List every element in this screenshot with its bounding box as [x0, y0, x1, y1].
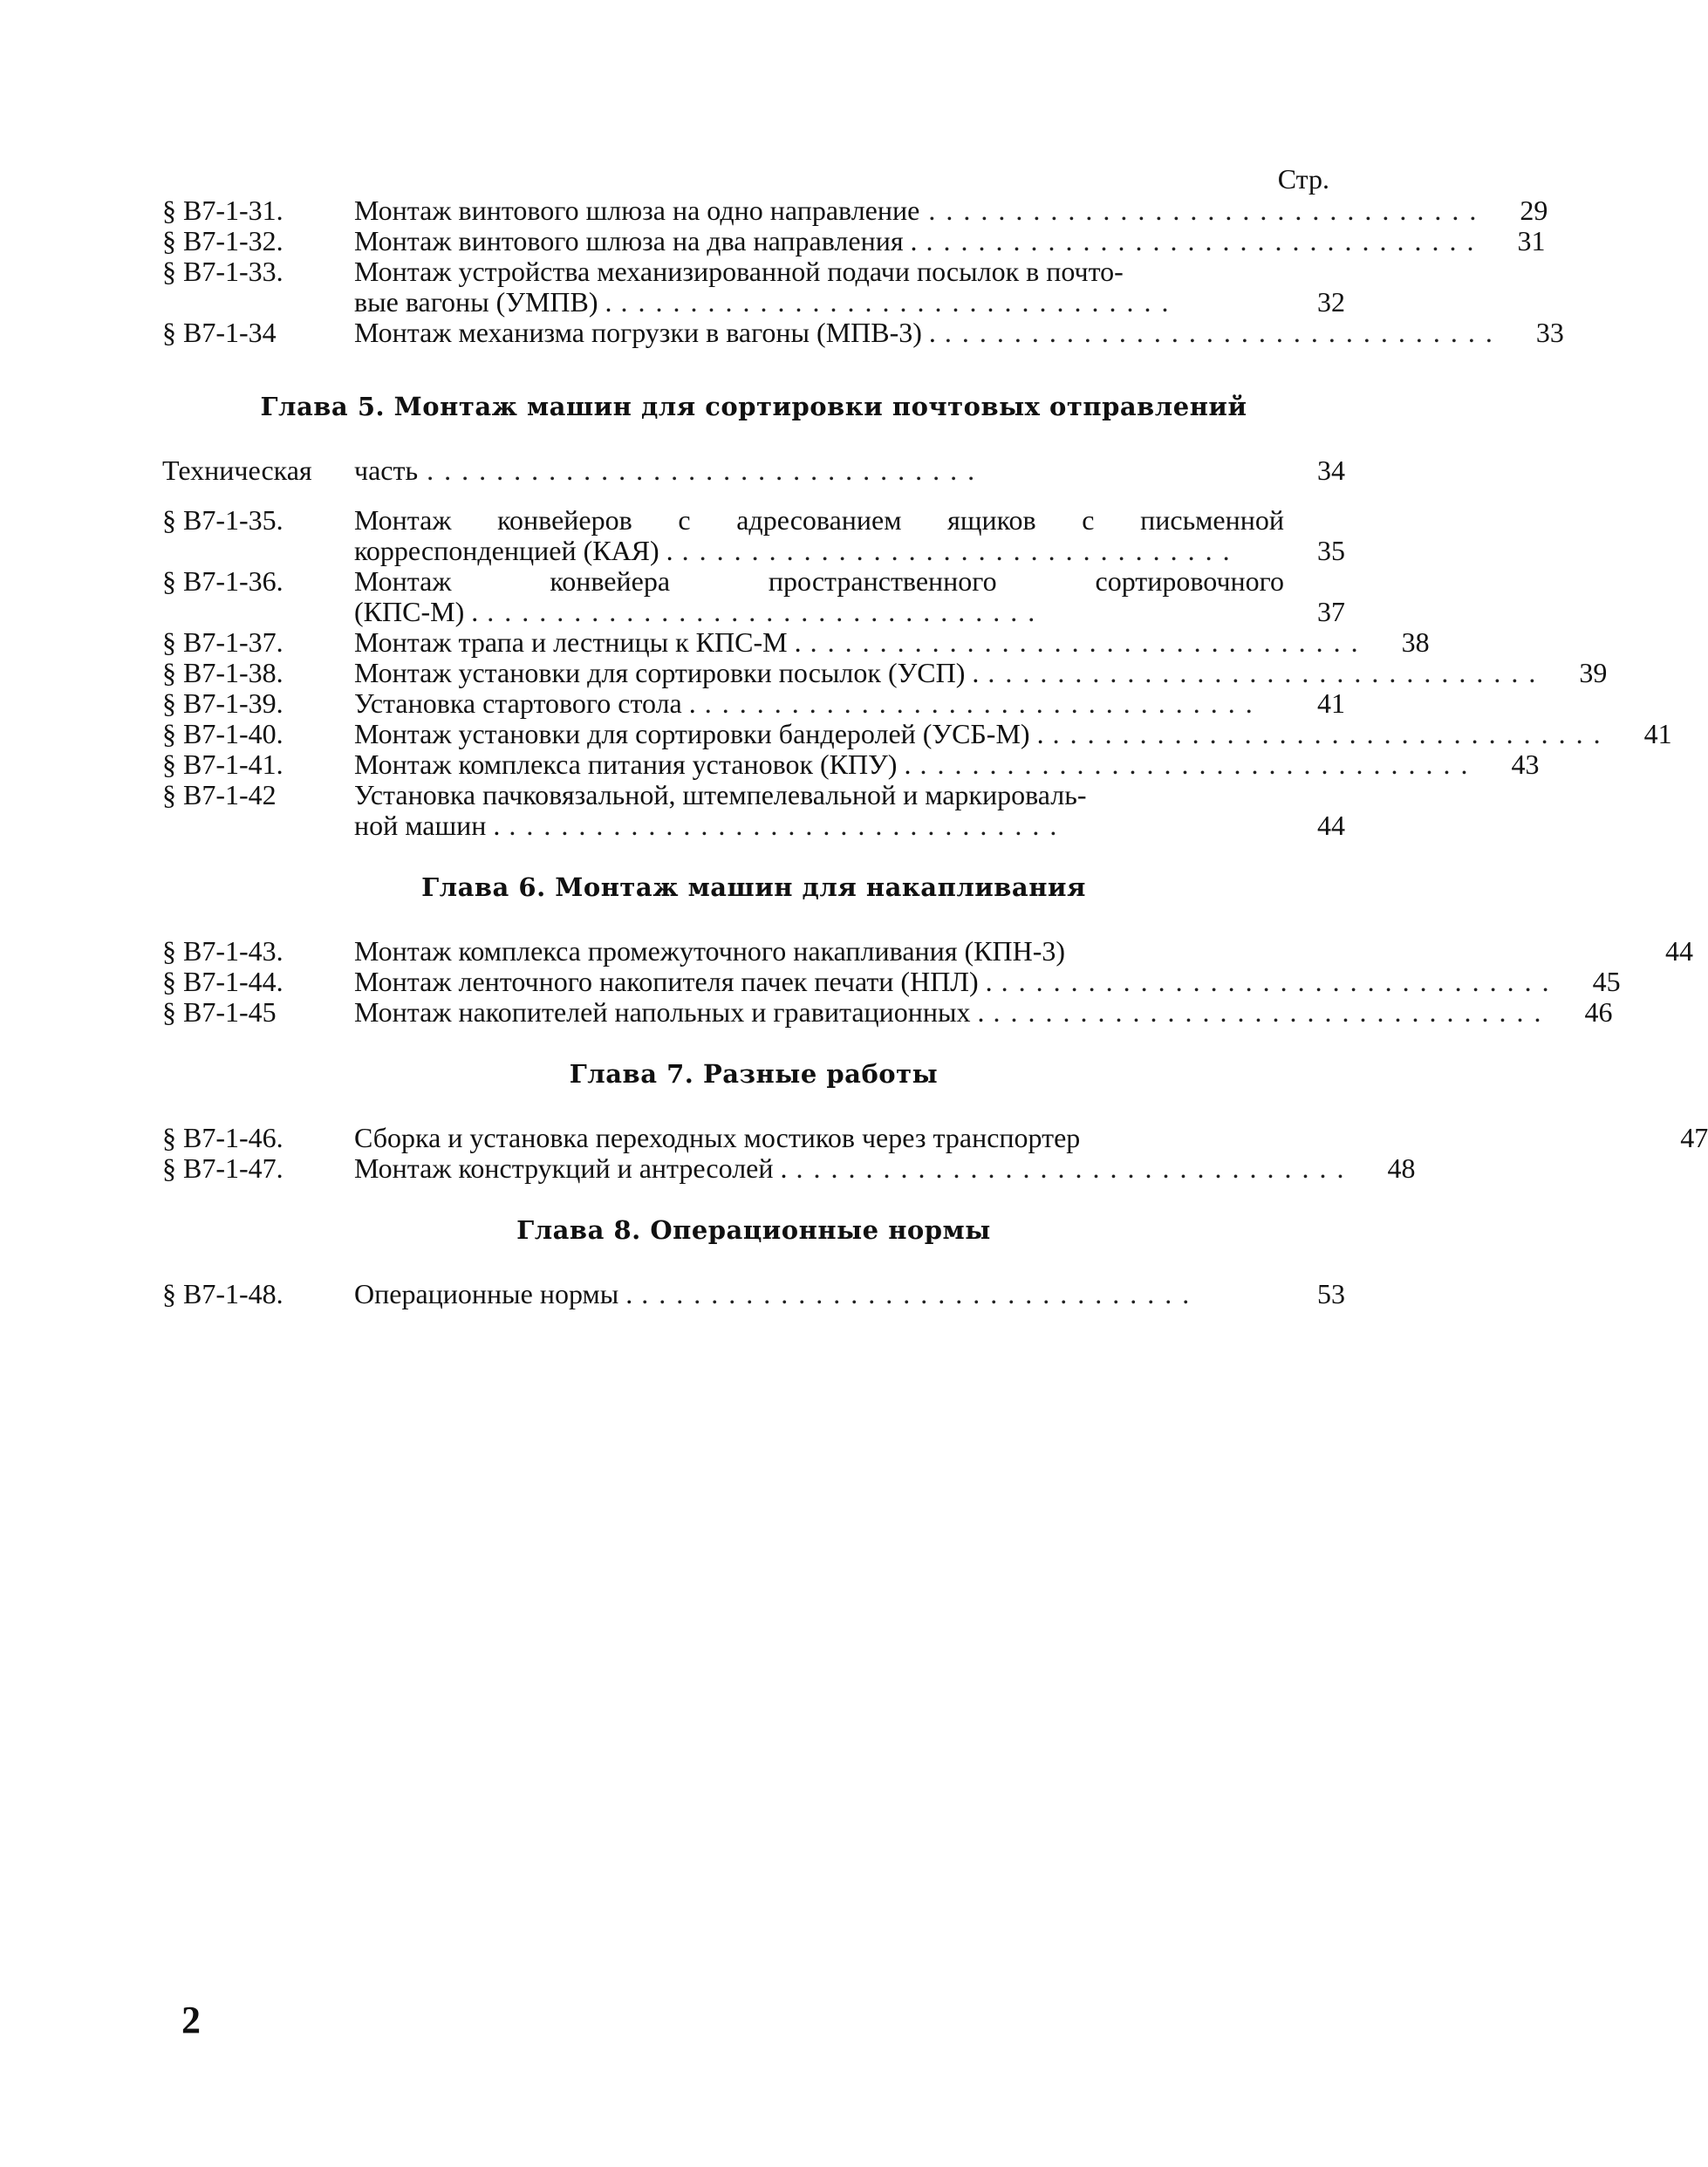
- dot-leader: [945, 318, 1494, 348]
- page-number: 38: [1401, 626, 1430, 658]
- toc-entry[interactable]: [162, 505, 1345, 566]
- tech-part-text: часть: [354, 455, 419, 486]
- page-number: 46: [1584, 996, 1613, 1028]
- page-number: 45: [1592, 966, 1621, 997]
- page-number: 41: [1643, 718, 1672, 749]
- page-number: 35: [1317, 535, 1345, 566]
- dot-leader: [926, 226, 1476, 256]
- dot-leader: [810, 627, 1360, 658]
- section-number: § B7-1-47.: [162, 1152, 284, 1184]
- page-number: 29: [1520, 195, 1548, 226]
- section-title: Установка стартового стола .: [354, 687, 696, 719]
- folio-page-number: 2: [181, 1999, 201, 2041]
- dot-leader: [509, 810, 1275, 841]
- toc-entry[interactable]: [162, 626, 1430, 658]
- toc-entry[interactable]: [162, 225, 1546, 256]
- dot-leader: [994, 997, 1543, 1028]
- section-title: Монтаж механизма погрузки в вагоны (МПВ-3) .: [354, 317, 936, 348]
- section-title: Монтаж ленточного накопителя пачек печати (НПЛ) .: [354, 966, 993, 997]
- dot-leader: [641, 1279, 1275, 1309]
- page-number: 53: [1317, 1278, 1345, 1309]
- section-title: Монтаж комплекса промежуточного накапливания (КПН-3): [354, 935, 1066, 967]
- toc-entry[interactable]: [162, 1279, 1345, 1309]
- toc-entry[interactable]: [162, 688, 1345, 719]
- section-number: § B7-1-36.: [162, 565, 284, 597]
- section-number: § B7-1-31.: [162, 195, 284, 226]
- chapter-heading: Глава 7. Разные работы: [569, 1059, 939, 1089]
- section-number: § B7-1-44.: [162, 966, 284, 997]
- toc-entry[interactable]: [162, 317, 1564, 348]
- page-number: 37: [1317, 596, 1345, 627]
- toc-entry[interactable]: [162, 195, 1548, 226]
- chapter-heading: Глава 8. Операционные нормы: [516, 1215, 991, 1245]
- page-number: 31: [1517, 225, 1546, 256]
- toc-entry[interactable]: [162, 657, 1608, 688]
- toc-entry[interactable]: [162, 749, 1540, 780]
- toc-entry[interactable]: [162, 566, 1345, 627]
- toc-entry[interactable]: [162, 935, 1694, 967]
- section-number: § B7-1-41.: [162, 749, 284, 780]
- section-title-cont: (КПС-М) .: [354, 596, 479, 627]
- dot-leader: [1001, 967, 1551, 997]
- page-number: 48: [1387, 1152, 1416, 1184]
- section-number: § B7-1-37.: [162, 626, 284, 658]
- section-title: Монтаж трапа и лестницы к КПС-М .: [354, 626, 802, 658]
- dot-leader: [1053, 719, 1602, 749]
- dot-leader: [682, 536, 1275, 566]
- dot-leader: [796, 1153, 1346, 1184]
- page-number: 39: [1579, 657, 1608, 688]
- section-number: § B7-1-35.: [162, 504, 284, 536]
- section-title: Операционные нормы .: [354, 1278, 633, 1309]
- page-number: 43: [1511, 749, 1540, 780]
- toc-entry[interactable]: [162, 1152, 1416, 1184]
- page-column-header: Стр.: [1277, 163, 1329, 195]
- section-number: § B7-1-33.: [162, 256, 284, 287]
- dot-leader: [487, 597, 1275, 627]
- toc-entry[interactable]: [162, 780, 1345, 841]
- table-of-contents: [162, 163, 1708, 1309]
- section-title: Монтаж комплекса питания установок (КПУ) .: [354, 749, 912, 780]
- section-title: Монтаж устройства механизированной подачи посылок в почто-: [354, 256, 1124, 287]
- dot-leader: [621, 287, 1275, 318]
- section-title: Монтаж накопителей напольных и гравитационных .: [354, 996, 985, 1028]
- section-title: Монтаж конструкций и антресолей .: [354, 1152, 788, 1184]
- section-title-cont: вые вагоны (УМПВ) .: [354, 286, 612, 318]
- section-title: Монтаж винтового шлюза на два направления .: [354, 225, 918, 256]
- dot-leader: [928, 195, 1478, 226]
- section-title: Установка пачковязальной, штемпелевальной и маркироваль-: [354, 779, 1087, 810]
- section-number: § B7-1-46.: [162, 1122, 284, 1153]
- section-title: Монтаж установки для сортировки бандеролей (УСБ-М) .: [354, 718, 1044, 749]
- page-number: 41: [1317, 687, 1345, 719]
- section-number: § B7-1-39.: [162, 687, 284, 719]
- toc-entry[interactable]: [162, 1122, 1708, 1153]
- section-title: Монтаж установки для сортировки посылок (УСП) .: [354, 657, 980, 688]
- page-number: 47: [1680, 1122, 1708, 1153]
- section-number: § B7-1-38.: [162, 657, 284, 688]
- page-number: 44: [1317, 810, 1345, 841]
- toc-entry[interactable]: [162, 966, 1621, 997]
- dot-leader: [987, 658, 1537, 688]
- section-title: Сборка и установка переходных мостиков через транспортер: [354, 1122, 1081, 1153]
- section-title: Монтаж конвейера пространственного сортировочного: [354, 565, 1284, 597]
- dot-leader: [705, 688, 1275, 719]
- toc-entry[interactable]: [162, 718, 1672, 749]
- toc-entry[interactable]: [162, 455, 1345, 486]
- page-number: 34: [1317, 455, 1345, 486]
- dot-leader: [919, 749, 1469, 780]
- chapter-heading: Глава 5. Монтаж машин для сортировки почтовых отправлений: [260, 392, 1247, 421]
- section-number: § B7-1-45: [162, 996, 277, 1028]
- tech-part-label: Техническая: [162, 455, 312, 486]
- toc-entry[interactable]: [162, 996, 1613, 1028]
- section-title-cont: корреспонденцией (КАЯ) .: [354, 535, 673, 566]
- section-number: § B7-1-34: [162, 317, 277, 348]
- section-title: Монтаж винтового шлюза на одно направление: [354, 195, 920, 226]
- section-title-cont: ной машин .: [354, 810, 501, 841]
- section-number: § B7-1-43.: [162, 935, 284, 967]
- section-number: § B7-1-48.: [162, 1278, 284, 1309]
- page-number: 44: [1665, 935, 1694, 967]
- page-number: 32: [1317, 286, 1345, 318]
- dot-leader: [427, 455, 1275, 486]
- toc-entry[interactable]: [162, 256, 1345, 318]
- section-title: Монтаж конвейеров с адресованием ящиков с письменной: [354, 504, 1284, 536]
- section-number: § B7-1-40.: [162, 718, 284, 749]
- page-number: 33: [1535, 317, 1564, 348]
- chapter-heading: Глава 6. Монтаж машин для накапливания: [421, 872, 1086, 902]
- section-number: § B7-1-32.: [162, 225, 284, 256]
- section-number: § B7-1-42: [162, 779, 277, 810]
